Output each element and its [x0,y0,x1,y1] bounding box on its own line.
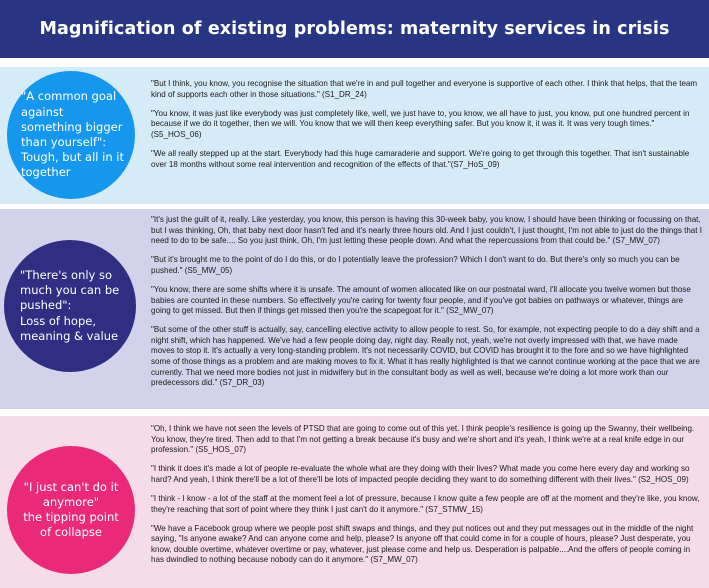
quote: "You know, it was just like everybody was just completely like, well, we just have to, you know, we all have to just, you know, put one hundred percent in because if we do it together, then we will. You know that we will then keep everything safer. But you know it, it was it. It was very tough times." (S5_HOS_06) [151,108,690,139]
quote: "But it's brought me to the point of do I do this, or do I potentially leave the profession? Which I don't want to do. But there's only so much you can be pushed." (S5_MW_05) [151,255,680,275]
quote: "We have a Facebook group where we people post shift swaps and things, and they put notices out and they put messages out in the middle of the night saying, "Is anyone awake? And can anyone come and help, please? Is anyone off that could come in for a couple of hours, please? Just desperate, you know, double overtime, whatever overtime or pay, whatever, just please come and help us. Desperation is palpable....And the offers of people coming in has dwindled to nothing because nobody can do it anymore." (S7_MW_07) [151,523,694,565]
theme-line: pushed": [20,298,72,313]
theme-circle-collapse [7,446,135,574]
quote: "I think it does it's made a lot of people re-evaluate the whole what are they doing with their lives? What made you come here every day and working so hard? And yeah, I think there'll be a lot of there'll be lots of impacted people deciding they want to do something different with their lives." (S2_HOS_09) [151,464,690,484]
theme-line: much you can be [20,283,120,298]
theme-line: against [21,104,64,119]
theme-line: meaning & value [20,328,119,343]
theme-line: "There's only so [20,268,113,283]
quote: "I think - I know - a lot of the staff at the moment feel a lot of pressure, because I know quite a few people are off at the moment and they're like, you know, they're reaching that sort of point where they think I just can't do it anymore." (S7_STMW_15) [151,493,700,514]
theme-circle-pushed [4,240,136,372]
theme-line: of collapse [40,525,102,540]
page-title: Magnification of existing problems: maternity services in crisis [0,0,709,58]
theme-line: Tough, but all in it [21,150,124,165]
theme-line: anymore" [42,494,100,509]
quote: "But I think, you know, you recognise the situation that we're in and pull together and everyone is supportive of each other. I think that helps, that the team kind of supports each other in those situations." (S1_DR_24) [151,79,698,99]
theme-line: together [21,165,71,180]
theme-line: the tipping point [23,510,119,524]
quotes-collapse [151,424,703,575]
theme-line: than yourself": [21,135,107,149]
quotes-pushed [151,215,703,397]
theme-line: "A common goal [21,89,117,104]
quote: "We all really stepped up at the start. Everybody had this huge camaraderie and support. We're going to get through this together. That isn't sustainable over 18 months without some real intervention and recognition of the effects of that."(S7_HoS_09) [151,148,690,169]
theme-line: "I just can't do it [23,479,119,494]
theme-line: something bigger [21,119,123,134]
quote: "Oh, I think we have not seen the levels of PTSD that are going to come out of this yet. I think people's resilience is going up the Swanny, their wellbeing. You know, they're tired. Then add to that I'm not getting a break because it's busy and we're short and it's yeah, I think we're at a real knife edge in our profession." (S5_HOS_07) [151,424,695,455]
quotes-common-goal [151,79,703,179]
theme-circle-common-goal [7,71,135,199]
quote: "You know, there are some shifts where it is unsafe. The amount of women allocated like on our postnatal ward, I'll allocate you twelve women but those babies are counted in these numbers. So effectively you're caring for twenty four people, and if you've got babies on pathways or whatever, things are going to get missed. But then if things get missed then you're the scapegoat for it." (S2_MW_07) [151,284,691,316]
quote: "But some of the other stuff is actually, say, cancelling elective activity to allow people to rest. So, for example, not expecting people to do a day shift and a night shift, which has happened. We've had a few people doing day, night day. Really not, yeah, we're not overly impressed with that, we have made moves to stop it. It's actually a very long-standing problem. It's not necessarily COVID, but COVID has brought it to the fore and so we have highlighted some of those things as a problem and are making moves to fix it. What it has really highlighted is that we cannot continue working at the pace that we are currently. That we need more bodies not just in midwifery but in the consultant body as well as well, because we're doing a lot more work than our predecessors did." (S7_DR_03) [151,325,700,388]
theme-line: Loss of hope, [20,313,96,328]
quote: "It's just the guilt of it, really. Like yesterday, you know, this person is having this 30-week baby, you know, I should have been thinking or focussing on that, but I was thinking, Oh, that baby next door hasn't fed and it's nearly three hours old. And I just couldn't, I just thought, I'm not able to just do the things that I need to do to be safe.... So you just think, Oh, I'm just letting these people down. And what the repercussions from that could be." (S7_MW_07) [151,215,702,246]
